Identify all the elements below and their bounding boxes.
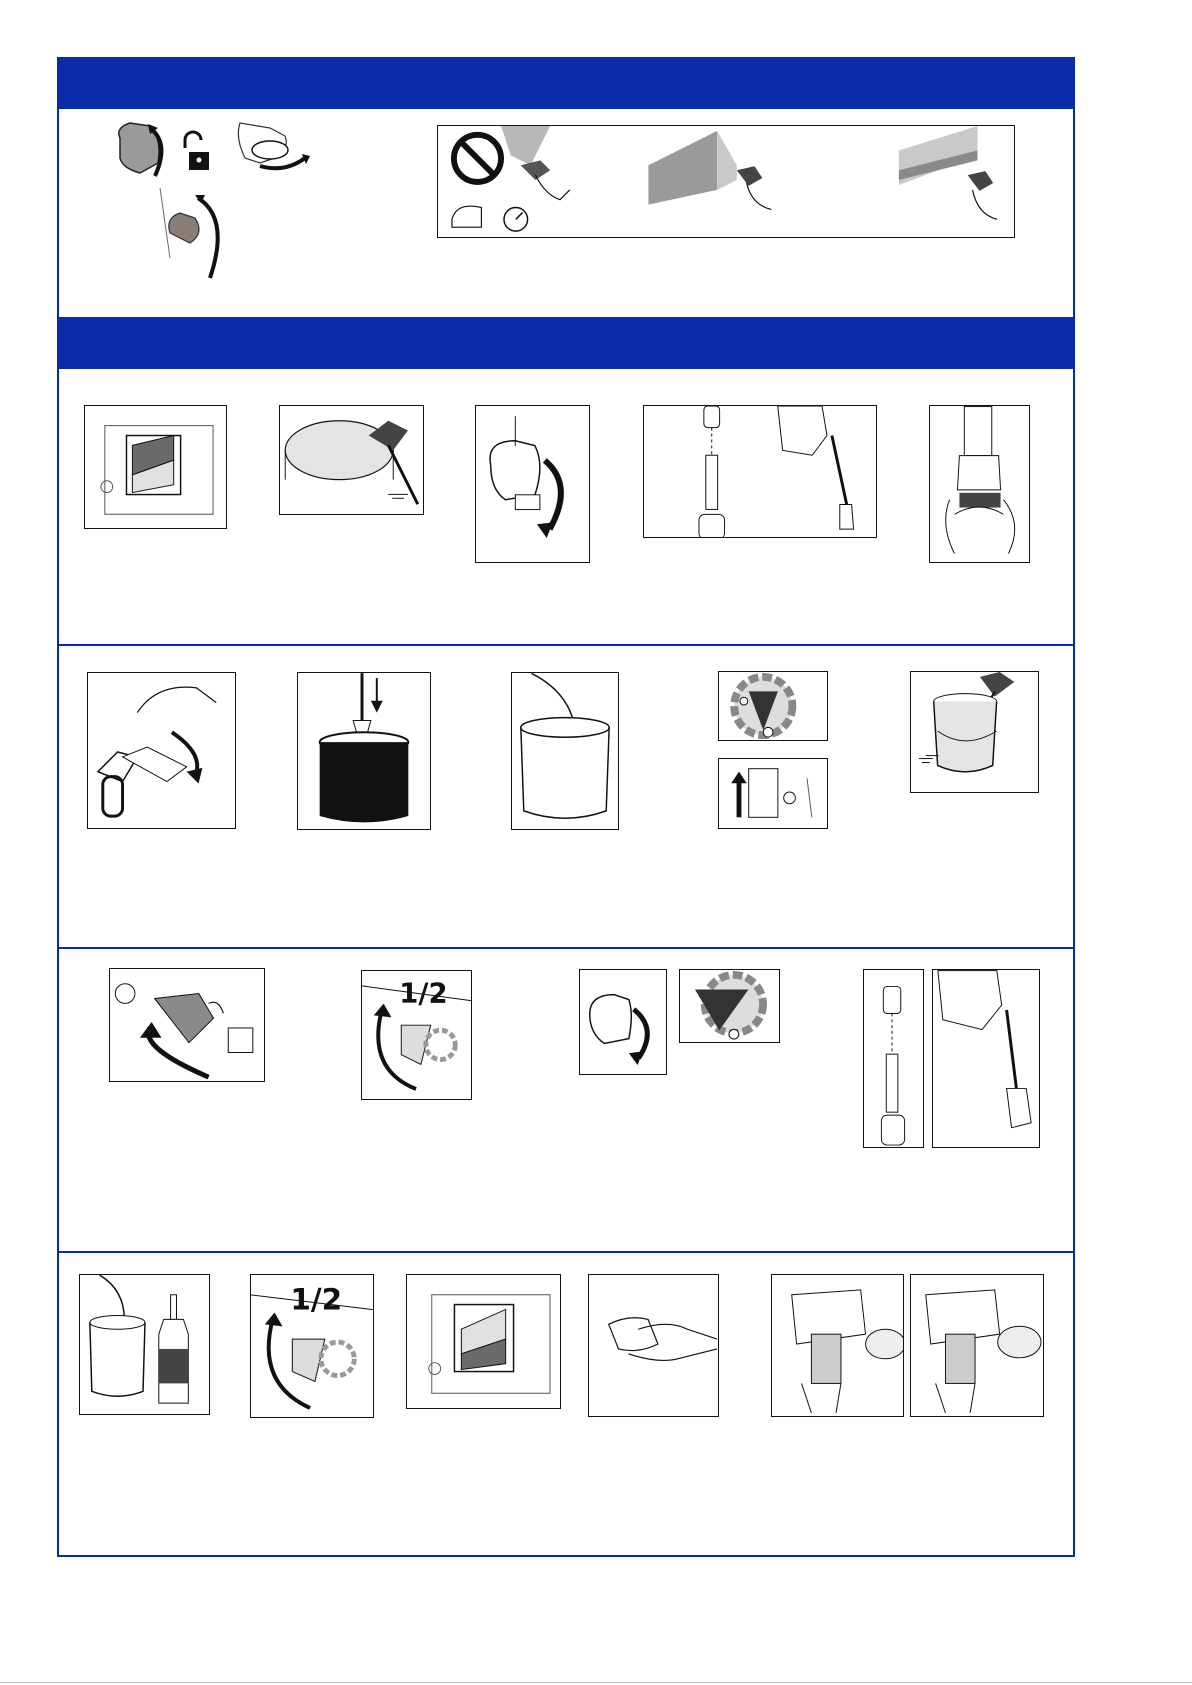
pressure-knob-panel	[718, 671, 828, 741]
sprayer-unit-panel-1	[771, 1274, 904, 1417]
sprayer-unit-panel-2	[910, 1274, 1044, 1417]
ground-icon	[919, 759, 933, 763]
ground-icon	[388, 494, 408, 498]
half-turn-label-2: 1/2	[290, 1282, 343, 1317]
section-header-2	[57, 317, 1075, 369]
power-switch-off-panel	[84, 405, 227, 529]
spray-technique-panel	[437, 125, 1015, 238]
prime-valve-down-panel-2	[579, 969, 667, 1075]
prohibited-icon	[454, 135, 501, 182]
trigger-lock-illustration	[110, 118, 335, 283]
prime-valve-up-panel	[109, 968, 265, 1082]
page-footer-rule	[0, 1682, 1192, 1683]
pump-rod-panel	[863, 969, 924, 1148]
section-header-1	[57, 57, 1075, 109]
half-turn-knob-panel-2	[250, 1274, 374, 1418]
trigger-gun-panel	[87, 672, 236, 829]
filter-housing-panel	[929, 405, 1030, 563]
half-turn-knob-panel	[361, 970, 472, 1100]
pail-and-bottle-panel	[79, 1274, 210, 1415]
wipe-clean-panel	[588, 1274, 719, 1417]
half-turn-label: 1/2	[399, 977, 448, 1010]
filter-assembly-panel	[932, 969, 1040, 1148]
section-divider	[57, 1251, 1075, 1253]
unlock-icon	[185, 132, 209, 170]
ground-gun-to-pail-panel	[279, 405, 424, 515]
siphon-in-black-pail-panel	[297, 672, 431, 830]
spray-into-grounded-pail-panel	[910, 671, 1039, 793]
power-switch-off-panel-2	[406, 1274, 561, 1409]
pump-rod-guard-panel	[643, 405, 877, 538]
section-divider	[57, 644, 1075, 646]
power-switch-on-panel	[718, 758, 828, 829]
prime-valve-down-panel	[475, 405, 590, 563]
empty-pail-panel	[511, 672, 619, 830]
pressure-knob-panel-2	[679, 969, 780, 1043]
section-divider	[57, 947, 1075, 949]
